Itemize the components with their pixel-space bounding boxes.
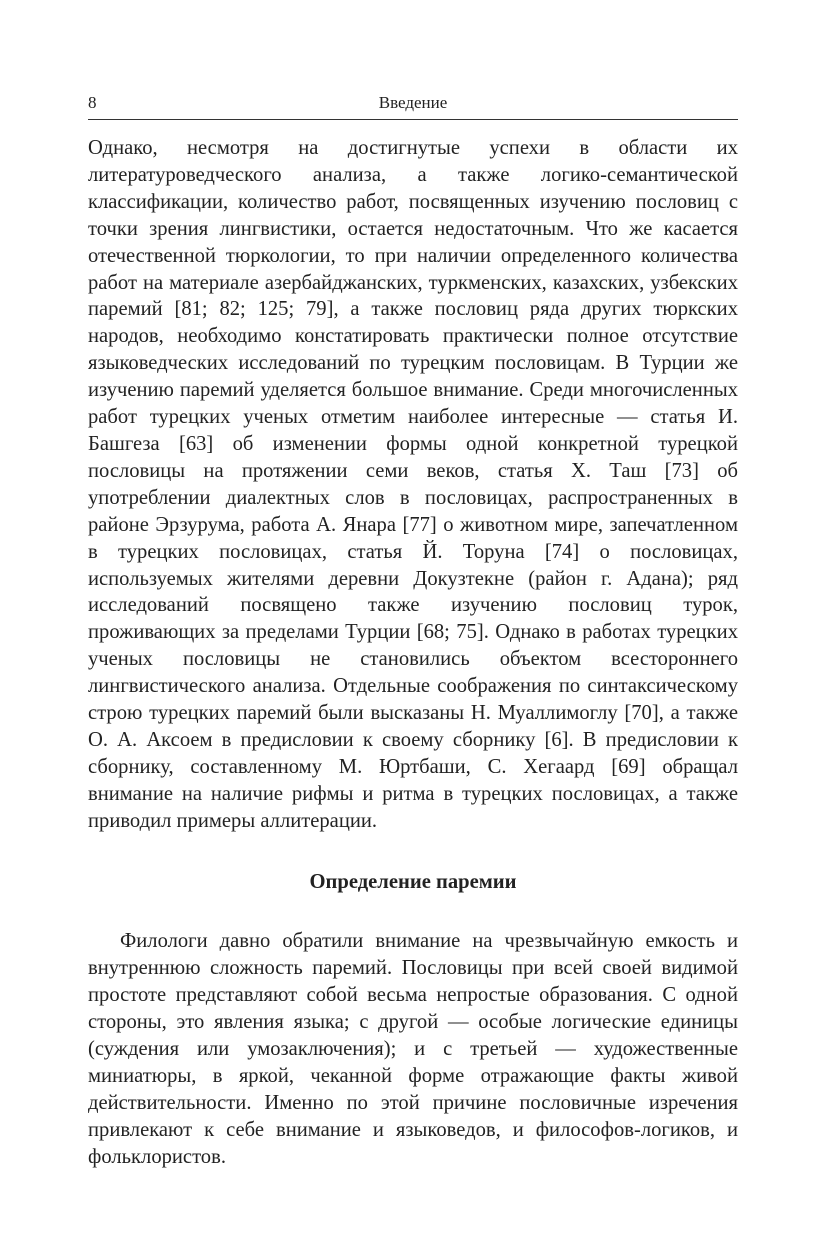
- running-title: Введение: [378, 93, 448, 112]
- section-heading: Определение паремии: [309, 870, 517, 893]
- page-header: [88, 90, 738, 116]
- body-paragraph-2: Филологи давно обратили внимание на чрезвычайную емкость и внутреннюю сложность паремий. Пословицы при всей своей видимой простоте представляют собой весьма непростые образования. С одной стороны, это явления языка; с другой — особые логические единицы (суждения или умозаключения); и с третьей — художественные миниатюры, в яркой, чеканной форме отражающие факты живой действительности. Именно по этой причине пословичные изречения привлекают к себе внимание и языковедов, и философов-логиков, и фольклористов.: [88, 930, 738, 1168]
- body-paragraph-1: Однако, несмотря на достигнутые успехи в области их литературоведческого анализа, а также логико-семантической классификации, количество работ, посвященных изучению пословиц с точки зрения лингвистики, остается недостаточным. Что же касается отечественной тюркологии, то при наличии определенного количества работ на материале азербайджанских, туркменских, казахских, узбекских паремий [81; 82; 125; 79], а также пословиц ряда других тюркских народов, необходимо констатировать практически полное отсутствие языковедческих исследований по турецким пословицам. В Турции же изучению паремий уделяется большое внимание. Среди многочисленных работ турецких ученых отметим наиболее интересные — статья И. Башгеза [63] об изменении формы одной конкретной турецкой пословицы на протяжении семи веков, статья Х. Таш [73] об употреблении диалектных слов в пословицах, распространенных в районе Эрзурума, работа А. Янара [77] о животном мире, запечатленном в турецких пословицах, статья Й. Торуна [74] о пословицах, используемых жителями деревни Докузтекне (район г. Адана); ряд исследований посвящено также изучению пословиц турок, проживающих за пределами Турции [68; 75]. Однако в работах турецких ученых пословицы не становились объектом всестороннего лингвистического анализа. Отдельные соображения по синтаксическому строю турецких паремий были высказаны Н. Муаллимоглу [70], а также О. А. Аксоем в предисловии к своему сборнику [6]. В предисловии к сборнику, составленному М. Юртбаши, С. Хегаард [69] обращал внимание на наличие рифмы и ритма в турецких пословицах, а также приводил примеры аллитерации.: [88, 137, 738, 832]
- page-number: 8: [88, 93, 97, 112]
- header-divider: [88, 119, 738, 120]
- page-body: [88, 135, 738, 1171]
